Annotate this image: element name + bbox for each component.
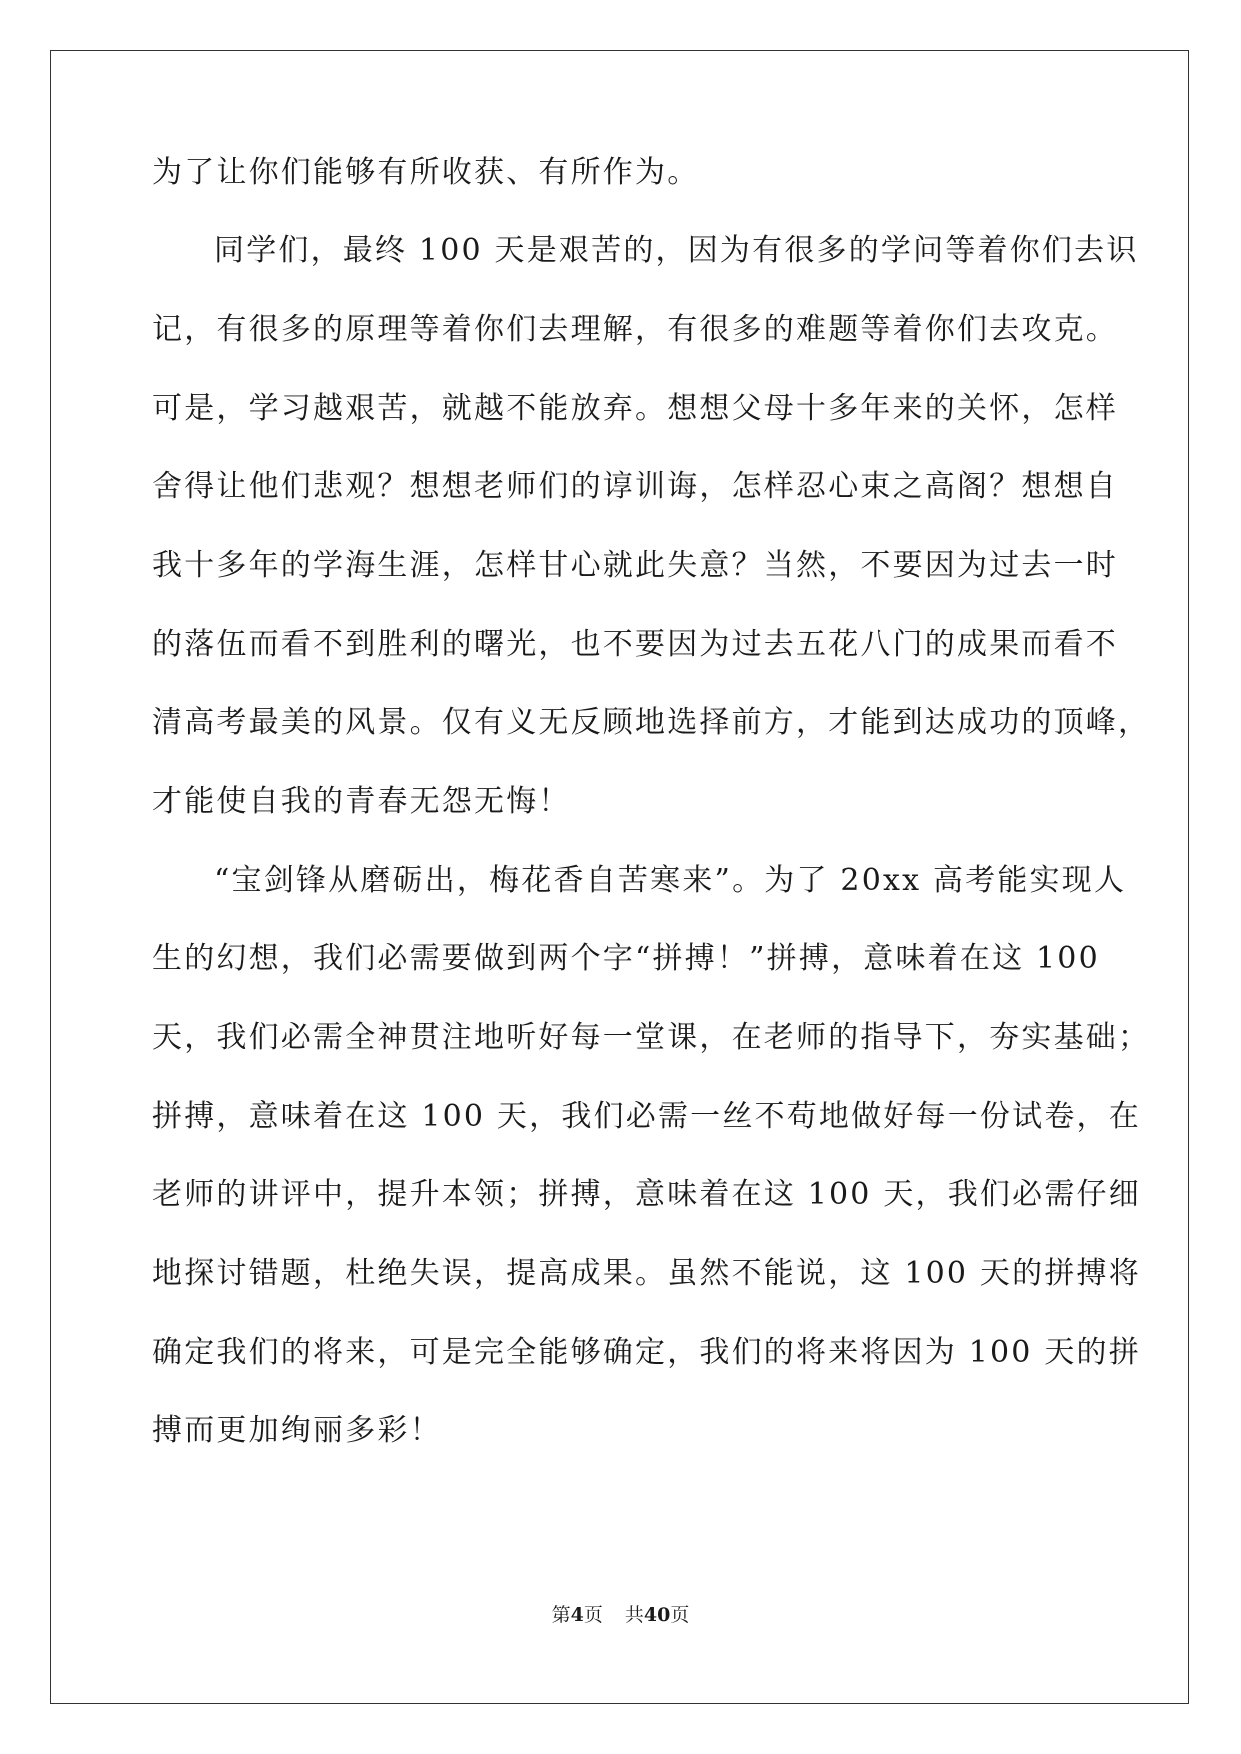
- text-line: 为了让你们能够有所收获、有所作为。: [152, 155, 700, 190]
- page-suffix: 页: [583, 1604, 603, 1626]
- text-line: 确定我们的将来，可是完全能够确定，我们的将来将因为 100 天的拼: [152, 1335, 1141, 1370]
- text-line: 才能使自我的青春无怨无悔！: [152, 784, 571, 819]
- text-line: 老师的讲评中，提升本领；拼搏，意味着在这 100 天，我们必需仔细: [152, 1177, 1141, 1212]
- text-line: “宝剑锋从磨砺出，梅花香自苦寒来”。为了 20xx 高考能实现人: [214, 863, 1127, 898]
- text-line: 同学们，最终 100 天是艰苦的，因为有很多的学问等着你们去识: [214, 233, 1139, 268]
- page-prefix: 第: [551, 1604, 571, 1626]
- text-line: 舍得让他们悲观？想想老师们的谆训诲，怎样忍心束之高阁？想想自: [152, 469, 1118, 504]
- total-pages: 40: [643, 1604, 671, 1626]
- total-prefix: 共: [624, 1604, 644, 1626]
- page-number: 4: [570, 1604, 584, 1626]
- text-line: 记，有很多的原理等着你们去理解，有很多的难题等着你们去攻克。: [152, 312, 1118, 347]
- total-suffix: 页: [670, 1604, 690, 1626]
- text-line: 拼搏，意味着在这 100 天，我们必需一丝不苟地做好每一份试卷，在: [152, 1099, 1141, 1134]
- text-line: 我十多年的学海生涯，怎样甘心就此失意？当然，不要因为过去一时: [152, 548, 1118, 583]
- text-line: 搏而更加绚丽多彩！: [152, 1413, 442, 1448]
- page-footer: [0, 1603, 1241, 1627]
- text-line: 地探讨错题，杜绝失误，提高成果。虽然不能说，这 100 天的拼搏将: [152, 1256, 1141, 1291]
- text-line: 生的幻想，我们必需要做到两个字“拼搏！”拼搏，意味着在这 100: [152, 941, 1100, 976]
- text-line: 的落伍而看不到胜利的曙光，也不要因为过去五花八门的成果而看不: [152, 627, 1118, 662]
- text-line: 天，我们必需全神贯注地听好每一堂课，在老师的指导下，夯实基础；: [152, 1020, 1151, 1055]
- text-line: 可是，学习越艰苦，就越不能放弃。想想父母十多年来的关怀，怎样: [152, 391, 1118, 426]
- text-line: 清高考最美的风景。仅有义无反顾地选择前方，才能到达成功的顶峰，: [152, 705, 1151, 740]
